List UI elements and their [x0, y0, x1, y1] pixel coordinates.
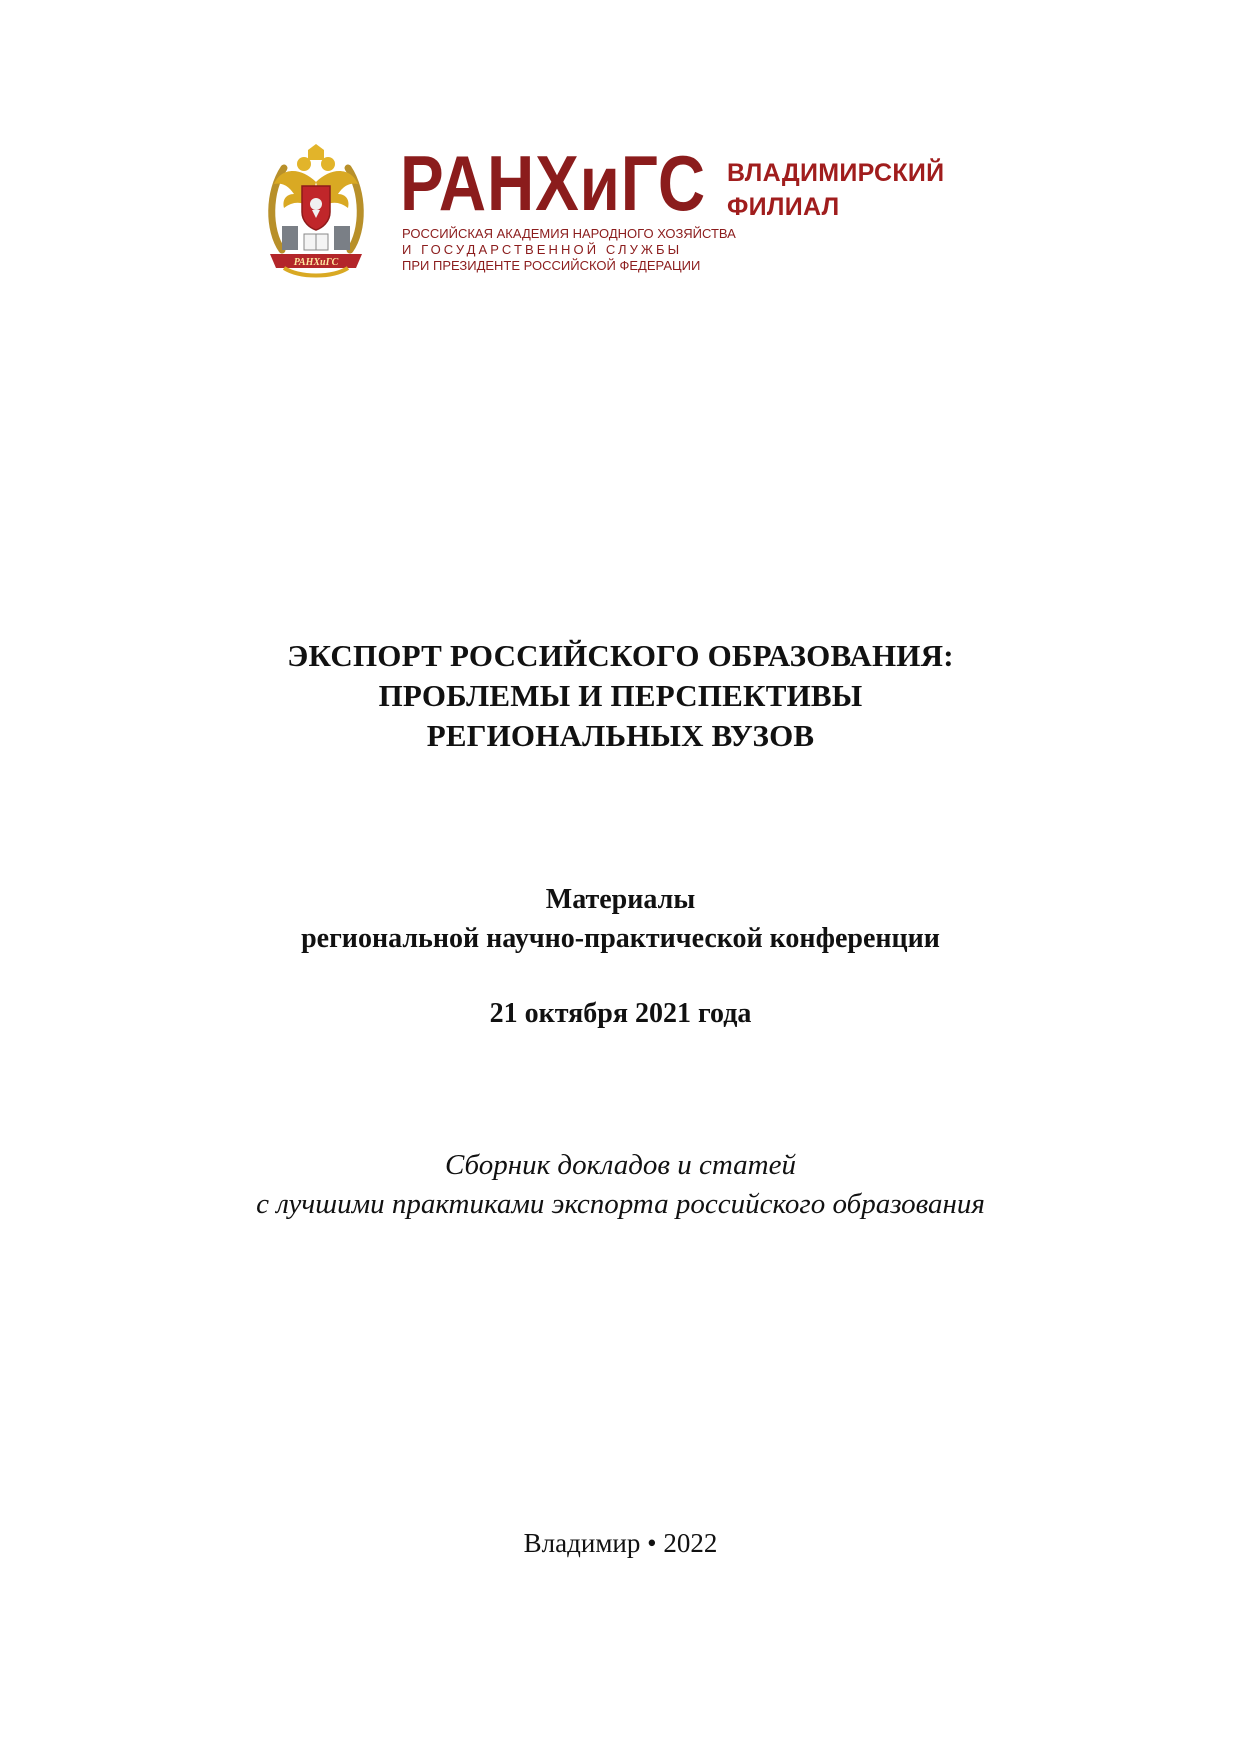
state-emblem-icon — [264, 142, 368, 282]
conference-date: 21 октября 2021 года — [489, 998, 752, 1029]
branch-name — [727, 156, 944, 224]
collection-description — [0, 1146, 1241, 1224]
title-line: ЭКСПОРТ РОССИЙСКОГО ОБРАЗОВАНИЯ: — [287, 638, 954, 673]
svg-text:РАНХиГС: РАНХиГС — [293, 257, 339, 268]
collection-line: Сборник докладов и статей — [444, 1149, 796, 1181]
branch-name-line: ФИЛИАЛ — [727, 193, 840, 221]
logo-subtitle — [402, 226, 736, 274]
conference-materials — [0, 880, 1241, 958]
title-line: РЕГИОНАЛЬНЫХ ВУЗОВ — [426, 718, 815, 753]
materials-line: Материалы — [545, 884, 696, 915]
logo-subtitle-line: РОССИЙСКАЯ АКАДЕМИЯ НАРОДНОГО ХОЗЯЙСТВА — [402, 226, 736, 241]
collection-line: с лучшими практиками экспорта российского образования — [256, 1188, 985, 1220]
logo-subtitle-line: ПРИ ПРЕЗИДЕНТЕ РОССИЙСКОЙ ФЕДЕРАЦИИ — [402, 258, 701, 273]
logo-title: РАНХиГС — [400, 139, 707, 227]
title-line: ПРОБЛЕМЫ И ПЕРСПЕКТИВЫ — [378, 678, 863, 713]
materials-line: региональной научно-практической конференции — [301, 923, 940, 954]
branch-name-line: ВЛАДИМИРСКИЙ — [727, 159, 945, 187]
document-title — [0, 636, 1241, 756]
city-year: Владимир • 2022 — [523, 1528, 718, 1558]
logo-subtitle-line: И ГОСУДАРСТВЕННОЙ СЛУЖБЫ — [402, 242, 683, 257]
